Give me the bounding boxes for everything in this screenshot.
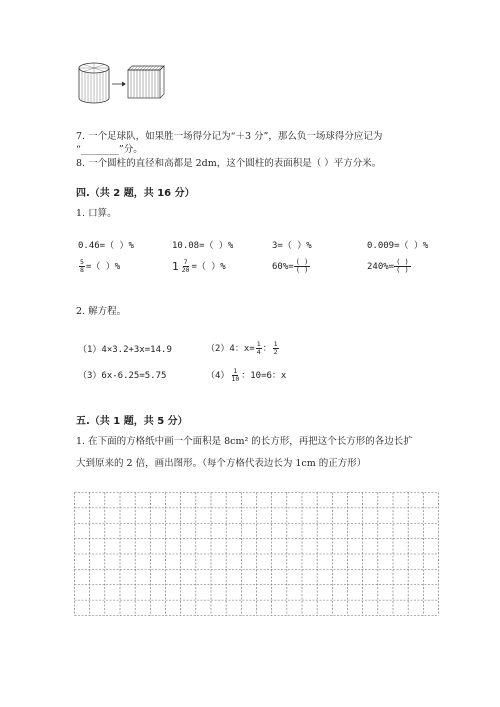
equation-2: （2）4：x= $\frac{1}{4}$ ： $\frac{1}{2}$ <box>206 340 278 356</box>
question-8 <box>76 158 381 170</box>
mental-math-title: 1. 口算。 <box>76 208 117 219</box>
equation-1: （1）4×3.2+3x=14.9 <box>78 345 172 355</box>
calc-item-mixed-number: 1 $\frac{7}{20}$ =（ ）% <box>172 258 226 274</box>
section-5-question-line2: 大到原来的 2 倍，画出图形。（每个方格代表边长为 1cm 的正方形） <box>76 458 367 469</box>
answer-blank: ________ <box>80 144 119 155</box>
calc-item: 10.08=（ ）% <box>172 241 234 251</box>
solve-equations-title: 2. 解方程。 <box>76 306 127 317</box>
calc-item-fraction-5-8: $\frac{5}{8}$ =（ ）% <box>80 258 121 274</box>
question-7-line1 <box>76 131 382 143</box>
quote-open: “ <box>76 144 81 155</box>
section-4-title: 四.（共 2 题，共 16 分） <box>76 188 195 199</box>
question-8-text: 8. 一个圆柱的直径和高都是 2dm，这个圆柱的表面积是（ ）平方分米。 <box>76 158 382 169</box>
equation-3: （3）6x-6.25=5.75 <box>78 371 167 381</box>
blank-fraction: $\frac{( )}{( )}$ <box>295 258 309 274</box>
cylinder-illustration <box>76 58 166 108</box>
calc-item-60-percent: 60%= $\frac{( )}{( )}$ <box>272 258 309 274</box>
quote-close: ”分。 <box>118 144 143 155</box>
calc-item: 3=（ ）% <box>272 241 312 251</box>
grid-paper[interactable] <box>74 492 439 616</box>
question-7-line2 <box>76 144 143 156</box>
mixed-number: 1 $\frac{7}{20}$ <box>172 258 190 274</box>
calc-item: 0.46=（ ）% <box>78 241 134 251</box>
section-5-title: 五.（共 1 题，共 5 分） <box>76 416 188 427</box>
question-7-text: 7. 一个足球队，如果胜一场得分记为“＋3 分”，那么负一场球得分应记为 <box>76 131 383 142</box>
section-5-question-line1: 1. 在下面的方格纸中画一个面积是 8cm² 的长方形，再把这个长方形的各边长扩 <box>76 436 413 447</box>
blank-fraction: $\frac{( )}{( )}$ <box>396 258 409 274</box>
calc-item: 0.009=（ ）% <box>367 241 429 251</box>
fraction: $\frac{5}{8}$ <box>80 258 84 274</box>
equation-4: （4） $\frac{1}{10}$ ：10=6：x <box>206 367 287 383</box>
calc-item-240-percent: 240%= $\frac{( )}{( )}$ <box>367 258 409 274</box>
